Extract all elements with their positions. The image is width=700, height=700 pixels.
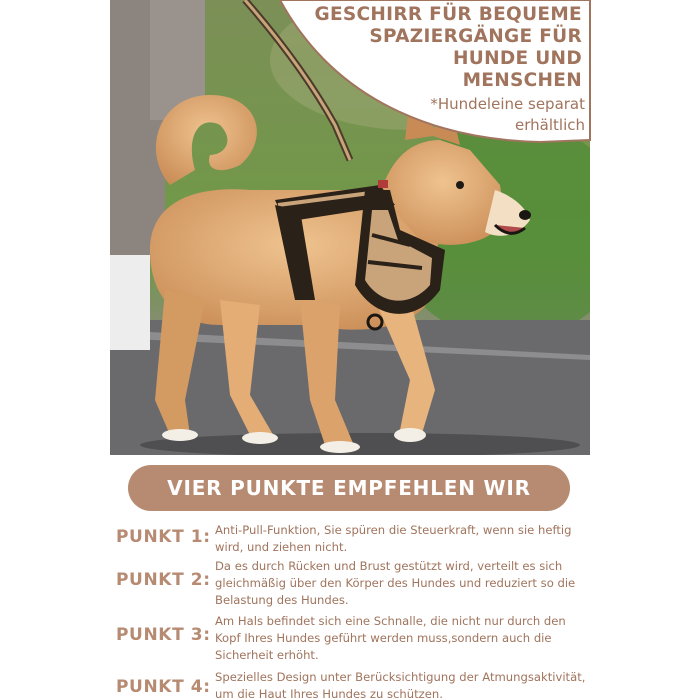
point-item-3 (116, 613, 586, 665)
point-text-4: Spezielles Design unter Berücksichtigung der Atmungsaktivität, um die Haut Ihres Hundes zu schützen. (215, 670, 586, 700)
point-label-2: PUNKT 2: (116, 570, 211, 590)
point-label-3: PUNKT 3: (116, 625, 211, 645)
headline-line-2: SPAZIERGÄNGE FÜR (369, 26, 582, 47)
point-item-1 (116, 522, 586, 558)
point-text-1: Anti-Pull-Funktion, Sie spüren die Steuerkraft, wenn sie heftig wird, und ziehen nicht. (215, 523, 572, 554)
point-text-3: Am Hals befindet sich eine Schnalle, die nicht nur durch den Kopf Ihres Hundes geführt werden muss,sondern auch die Sicherheit erhöht. (215, 614, 566, 662)
leash-note-line-2: erhältlich (515, 116, 585, 134)
headline-title (280, 4, 582, 92)
dog-eye (456, 181, 464, 189)
leash-note (335, 94, 585, 136)
dog-nose (519, 210, 531, 220)
headline-line-3: HUNDE UND (453, 48, 582, 69)
headline-line-1: GESCHIRR FÜR BEQUEME (314, 4, 582, 25)
banner-title: VIER PUNKTE EMPFEHLEN WIR (167, 476, 531, 500)
point-label-4: PUNKT 4: (116, 677, 211, 697)
person-shoe (110, 255, 150, 350)
point-item-4 (116, 669, 586, 700)
point-text-2: Da es durch Rücken und Brust gestützt wird, verteilt es sich gleichmäßig über den Körper des Hundes und reduziert so die Belastung des Hundes. (215, 559, 576, 607)
headline-line-4: MENSCHEN (462, 70, 582, 91)
point-label-1: PUNKT 1: (116, 527, 211, 547)
point-item-2 (116, 558, 586, 610)
recommendation-banner (128, 465, 570, 511)
leash-note-line-1: *Hundeleine separat (430, 95, 585, 113)
